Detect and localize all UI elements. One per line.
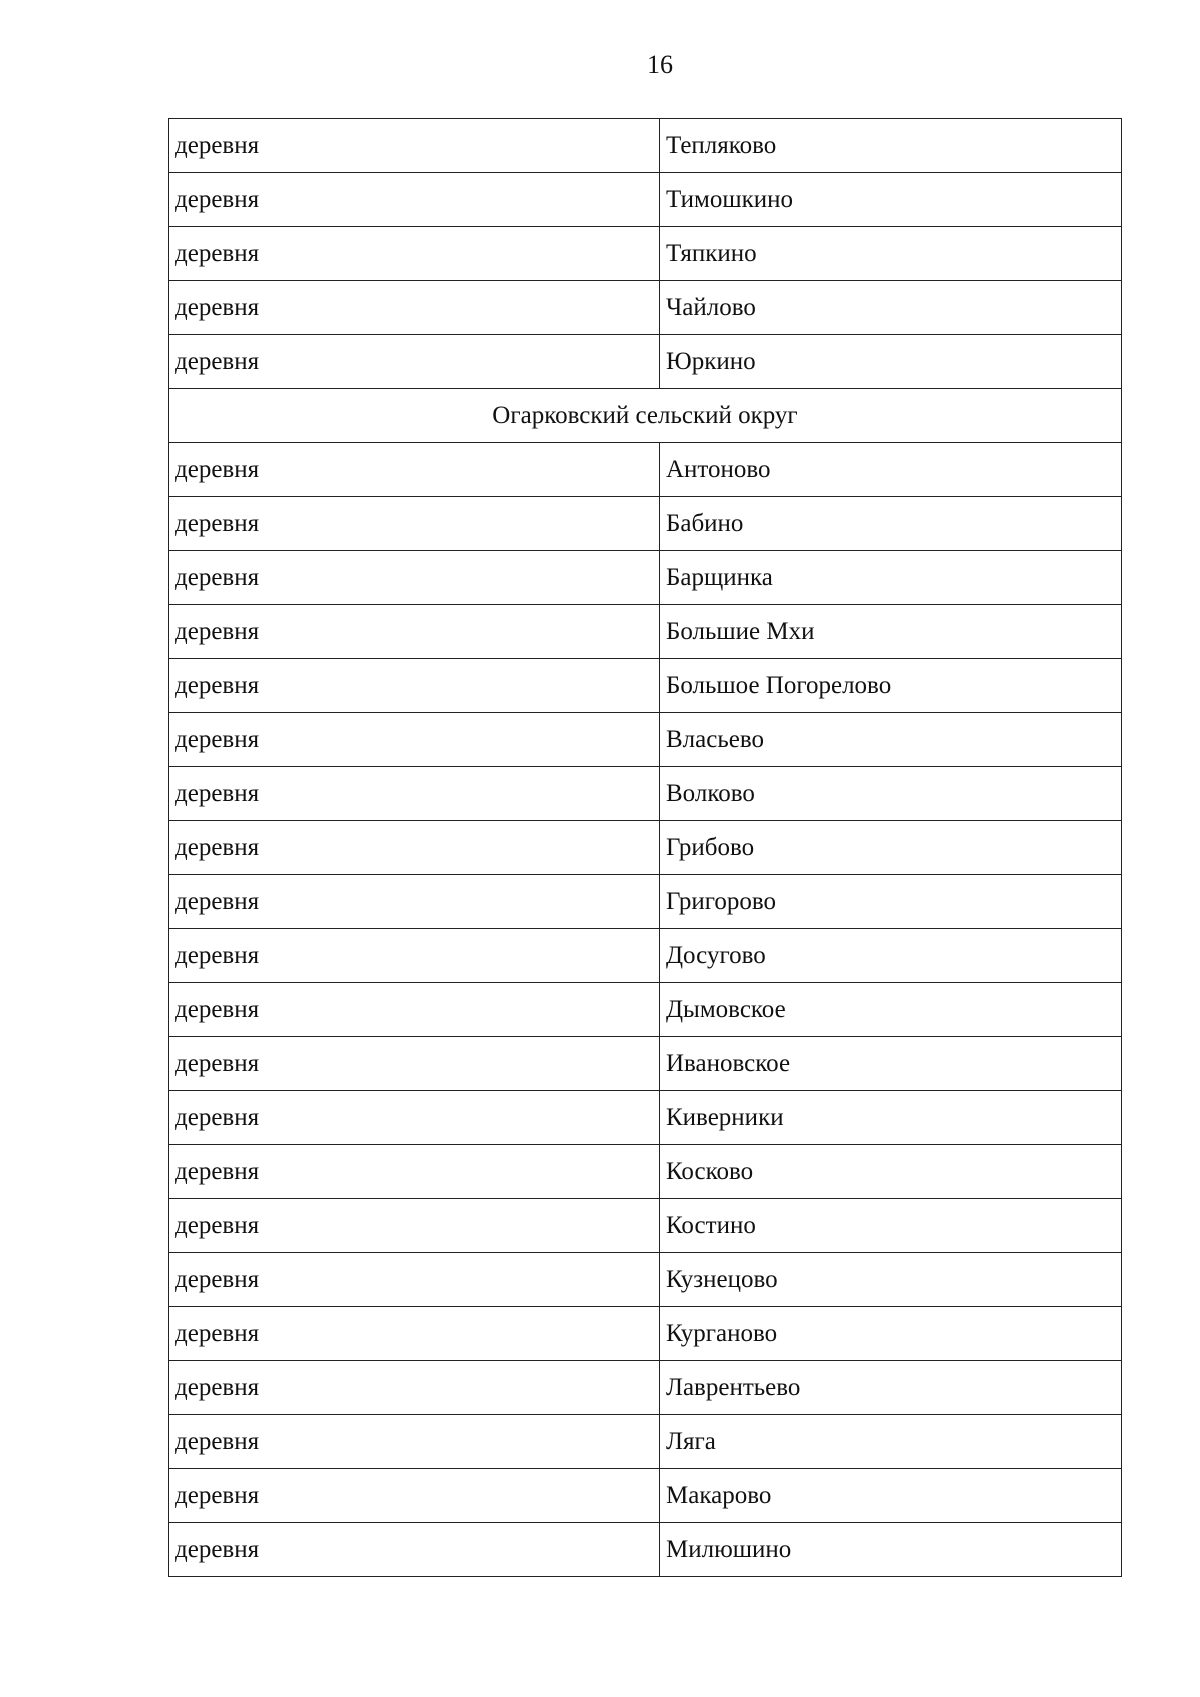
table-row [169, 713, 1122, 767]
settlement-type: деревня [169, 551, 660, 605]
settlement-name: Костино [660, 1199, 1122, 1253]
table-row [169, 605, 1122, 659]
settlement-name: Большие Мхи [660, 605, 1122, 659]
table-row [169, 1145, 1122, 1199]
settlement-type: деревня [169, 659, 660, 713]
table-row [169, 1037, 1122, 1091]
table-row [169, 929, 1122, 983]
settlement-type: деревня [169, 227, 660, 281]
settlement-type: деревня [169, 1253, 660, 1307]
settlement-name: Макарово [660, 1469, 1122, 1523]
table-row [169, 119, 1122, 173]
table-row [169, 1415, 1122, 1469]
table-row [169, 497, 1122, 551]
settlement-name: Кузнецово [660, 1253, 1122, 1307]
table-row [169, 227, 1122, 281]
settlement-name: Лаврентьево [660, 1361, 1122, 1415]
table-row [169, 443, 1122, 497]
settlement-name: Досугово [660, 929, 1122, 983]
settlement-type: деревня [169, 983, 660, 1037]
settlement-name: Косково [660, 1145, 1122, 1199]
settlement-name: Власьево [660, 713, 1122, 767]
table-row [169, 173, 1122, 227]
settlement-type: деревня [169, 1145, 660, 1199]
settlement-type: деревня [169, 929, 660, 983]
settlement-type: деревня [169, 713, 660, 767]
settlements-table [168, 118, 1122, 1577]
table-row [169, 1091, 1122, 1145]
settlement-type: деревня [169, 1037, 660, 1091]
table-row [169, 1253, 1122, 1307]
table-row [169, 821, 1122, 875]
settlements-table-body [169, 119, 1122, 1577]
settlement-name: Барщинка [660, 551, 1122, 605]
section-header: Огарковский сельский округ [169, 389, 1122, 443]
settlement-name: Антоново [660, 443, 1122, 497]
settlement-name: Тепляково [660, 119, 1122, 173]
table-row [169, 1361, 1122, 1415]
settlement-type: деревня [169, 1415, 660, 1469]
settlement-name: Тимошкино [660, 173, 1122, 227]
table-row [169, 551, 1122, 605]
table-row [169, 1523, 1122, 1577]
settlement-name: Курганово [660, 1307, 1122, 1361]
settlement-name: Чайлово [660, 281, 1122, 335]
settlement-type: деревня [169, 281, 660, 335]
settlement-type: деревня [169, 1091, 660, 1145]
section-header-row [169, 389, 1122, 443]
table-row [169, 335, 1122, 389]
settlement-name: Киверники [660, 1091, 1122, 1145]
settlement-type: деревня [169, 1361, 660, 1415]
settlement-type: деревня [169, 119, 660, 173]
settlement-name: Юркино [660, 335, 1122, 389]
settlement-name: Григорово [660, 875, 1122, 929]
settlement-type: деревня [169, 875, 660, 929]
table-row [169, 983, 1122, 1037]
settlement-type: деревня [169, 1199, 660, 1253]
settlement-name: Большое Погорелово [660, 659, 1122, 713]
settlement-name: Милюшино [660, 1523, 1122, 1577]
page-number: 16 [647, 50, 673, 79]
table-row [169, 1199, 1122, 1253]
settlement-type: деревня [169, 173, 660, 227]
settlement-name: Грибово [660, 821, 1122, 875]
settlement-name: Бабино [660, 497, 1122, 551]
table-row [169, 767, 1122, 821]
table-row [169, 1307, 1122, 1361]
settlement-type: деревня [169, 821, 660, 875]
settlement-name: Тяпкино [660, 227, 1122, 281]
settlement-name: Дымовское [660, 983, 1122, 1037]
settlement-name: Ляга [660, 1415, 1122, 1469]
table-row [169, 875, 1122, 929]
settlement-type: деревня [169, 335, 660, 389]
settlement-name: Волково [660, 767, 1122, 821]
table-row [169, 1469, 1122, 1523]
settlement-type: деревня [169, 1469, 660, 1523]
settlement-type: деревня [169, 443, 660, 497]
settlement-type: деревня [169, 1307, 660, 1361]
settlement-name: Ивановское [660, 1037, 1122, 1091]
settlement-type: деревня [169, 605, 660, 659]
settlement-type: деревня [169, 1523, 660, 1577]
settlement-type: деревня [169, 497, 660, 551]
table-row [169, 281, 1122, 335]
settlement-type: деревня [169, 767, 660, 821]
table-row [169, 659, 1122, 713]
